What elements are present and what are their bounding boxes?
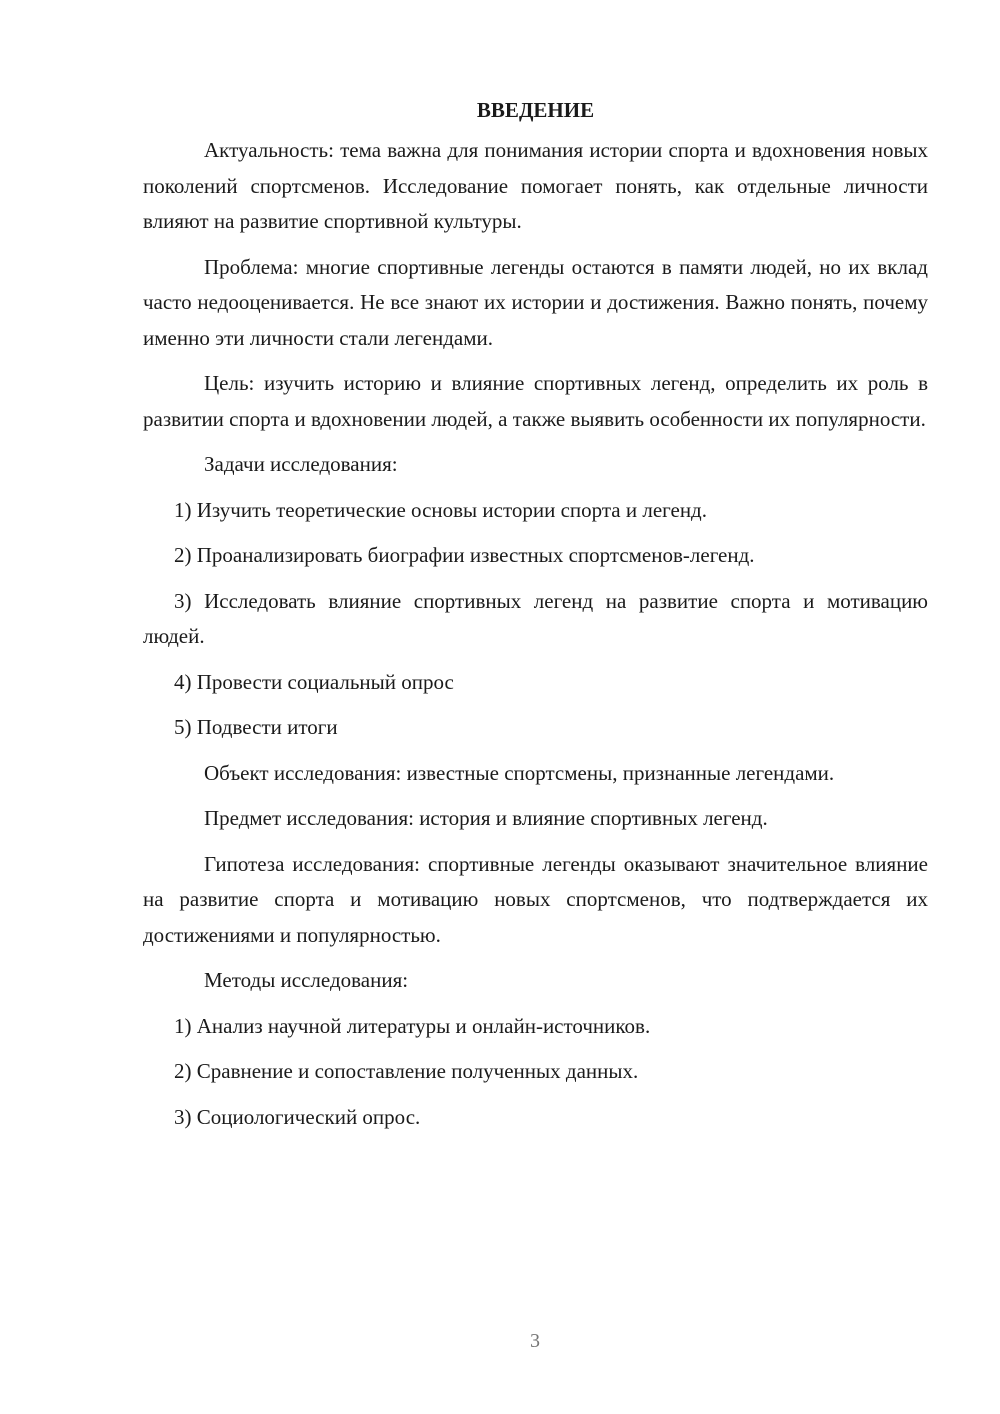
subject-paragraph: Предмет исследования: история и влияние спортивных легенд. — [204, 806, 768, 830]
object-paragraph: Объект исследования: известные спортсмены, признанные легендами. — [204, 760, 835, 785]
task-item-3: 3) Исследовать влияние спортивных легенд на развитие спорта и мотивацию людей. — [143, 588, 928, 648]
task-item-2: 2) Проанализировать биографии известных спортсменов-легенд. — [174, 543, 755, 567]
method-item-2: 2) Сравнение и сопоставление полученных данных. — [174, 1059, 639, 1083]
section-title: ВВЕДЕНИЕ — [476, 98, 595, 122]
problem-paragraph: Проблема: многие спортивные легенды остаются в памяти людей, но их вклад часто недооценивается. Не все знают их истории и достижения. Важно понять, почему именно эти личности стали легендами. — [143, 254, 928, 350]
relevance-paragraph: Актуальность: тема важна для понимания истории спорта и вдохновения новых поколений спортсменов. Исследование помогает понять, как отдельные личности влияют на развитие спортивной культуры. — [143, 138, 928, 233]
task-item-5: 5) Подвести итоги — [174, 715, 338, 739]
tasks-heading: Задачи исследования: — [204, 452, 398, 476]
hypothesis-paragraph: Гипотеза исследования: спортивные легенды оказывают значительное влияние на развитие спорта и мотивацию новых спортсменов, что подтверждается их достижениями и популярностью. — [143, 851, 928, 947]
page-number: 3 — [530, 1330, 540, 1352]
methods-heading: Методы исследования: — [204, 968, 409, 992]
method-item-3: 3) Социологический опрос. — [174, 1104, 421, 1129]
task-item-1: 1) Изучить теоретические основы истории спорта и легенд. — [174, 497, 707, 522]
method-item-1: 1) Анализ научной литературы и онлайн-источников. — [174, 1013, 651, 1038]
page-content — [143, 93, 928, 1145]
goal-paragraph: Цель: изучить историю и влияние спортивных легенд, определить их роль в развитии спорта и вдохновении людей, а также выявить особенности их популярности. — [143, 371, 928, 431]
task-item-4: 4) Провести социальный опрос — [174, 669, 454, 694]
